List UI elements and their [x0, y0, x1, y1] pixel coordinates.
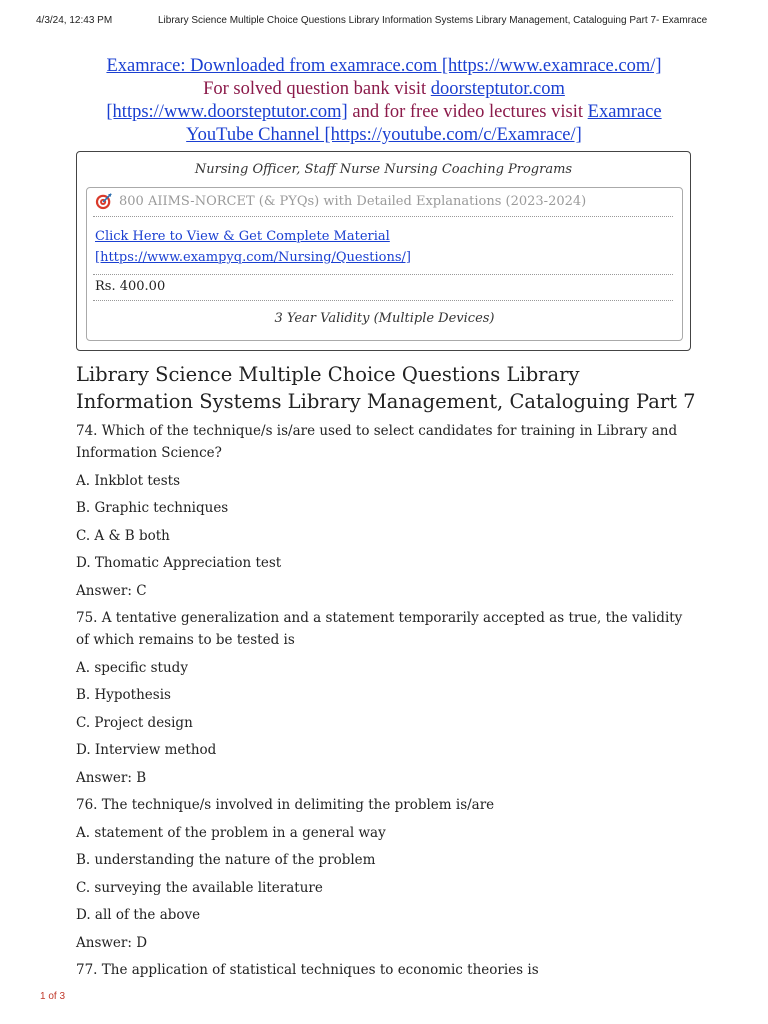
answer: Answer: D	[76, 934, 148, 951]
option-c: C. Project design	[76, 714, 193, 731]
question-list	[76, 420, 692, 987]
print-date: 4/3/24, 12:43 PM	[36, 15, 113, 26]
option-d: D. all of the above	[76, 907, 201, 923]
question-stem: 74. Which of the technique/s is/are used to select candidates for training in Library and Information Science?	[76, 423, 678, 461]
youtube-channel-link[interactable]: YouTube Channel [https://youtube.com/c/Examrace/]	[186, 125, 582, 145]
course-title: 800 AIIMS-NORCET (& PYQs) with Detailed Explanations (2023-2024)	[119, 193, 587, 209]
examrace-youtube-link[interactable]: Examrace	[587, 102, 662, 122]
option-a: A. specific study	[76, 659, 188, 676]
course-card	[86, 187, 683, 341]
divider	[93, 300, 673, 301]
option-b: B. Graphic techniques	[76, 500, 229, 516]
target-icon	[95, 192, 113, 210]
option-c: C. A & B both	[76, 527, 170, 544]
promo-text-2: and for free video lectures visit	[347, 102, 588, 122]
examrace-link[interactable]: Examrace: Downloaded from examrace.com [https://www.examrace.com/]	[106, 56, 662, 76]
option-d: D. Interview method	[76, 742, 217, 758]
complete-material-link-text: Click Here to View & Get Complete Material	[95, 229, 390, 244]
course-box	[76, 151, 691, 351]
course-title-row	[95, 192, 586, 210]
promo-text-1: For solved question bank visit	[203, 79, 431, 99]
question-74	[76, 420, 692, 602]
course-price: Rs. 400.00	[95, 279, 166, 294]
promo-banner	[76, 55, 692, 147]
question-76	[76, 794, 692, 954]
doorsteptutor-url-link[interactable]: [https://www.doorsteptutor.com]	[106, 102, 348, 122]
answer: Answer: B	[76, 769, 147, 786]
complete-material-link-url: [https://www.exampyq.com/Nursing/Questions/]	[95, 250, 411, 265]
question-stem: 76. The technique/s involved in delimiting the problem is/are	[76, 797, 495, 813]
course-validity: 3 Year Validity (Multiple Devices)	[274, 311, 495, 326]
option-b: B. Hypothesis	[76, 687, 171, 703]
course-heading: Nursing Officer, Staff Nurse Nursing Coaching Programs	[194, 162, 573, 177]
option-a: A. statement of the problem in a general way	[76, 824, 386, 841]
answer: Answer: C	[76, 582, 147, 599]
divider	[93, 274, 673, 275]
article-title: Library Science Multiple Choice Questions Library Information Systems Library Management, Cataloguing Part 7	[76, 363, 696, 413]
question-stem: 77. The application of statistical techniques to economic theories is	[76, 962, 539, 978]
doorsteptutor-link[interactable]: doorsteptutor.com	[430, 79, 565, 99]
print-page-title: Library Science Multiple Choice Questions Library Information Systems Library Management, Cataloguing Part 7- Examrace	[158, 15, 708, 26]
option-a: A. Inkblot tests	[76, 472, 181, 489]
question-stem: 75. A tentative generalization and a statement temporarily accepted as true, the validity of which remains to be tested is	[76, 610, 683, 648]
option-b: B. understanding the nature of the problem	[76, 852, 376, 868]
print-header	[0, 15, 768, 31]
page-number: 1 of 3	[40, 991, 66, 1002]
option-c: C. surveying the available literature	[76, 879, 323, 896]
divider	[93, 216, 673, 217]
complete-material-link[interactable]	[95, 226, 411, 268]
question-75	[76, 607, 692, 789]
question-77	[76, 959, 692, 981]
option-d: D. Thomatic Appreciation test	[76, 555, 282, 571]
